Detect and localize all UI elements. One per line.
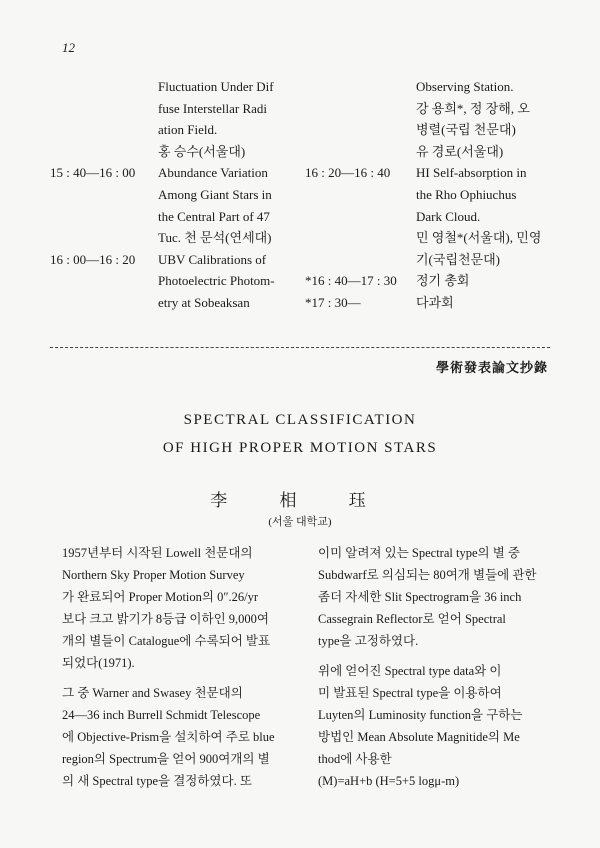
body-line: (M)=aH+b (H=5+5 logμ-m) xyxy=(318,774,460,788)
schedule-row xyxy=(305,184,565,206)
schedule-description: 강 용희*, 정 장해, 오 xyxy=(416,100,530,116)
paragraph-gap xyxy=(62,674,284,682)
body-line: 1957년부터 시작된 Lowell 천문대의 xyxy=(62,546,253,560)
schedule-description: HI Self-absorption in xyxy=(416,165,527,181)
body-line: Subdwarf로 의심되는 80여개 별들에 관한 xyxy=(318,568,537,582)
schedule-description: 민 영철*(서울대), 민영 xyxy=(416,230,542,246)
schedule-time: 16 : 20—16 : 40 xyxy=(305,165,391,181)
body-line: type을 고정하였다. xyxy=(318,634,419,648)
schedule-row xyxy=(305,206,565,228)
schedule-description: the Central Part of 47 xyxy=(158,208,270,224)
schedule-row xyxy=(50,162,300,184)
body-line: 의 새 Spectral type을 결정하였다. 또 xyxy=(62,774,252,788)
schedule-row xyxy=(305,227,565,249)
schedule-description: Abundance Variation xyxy=(158,165,268,181)
schedule-row xyxy=(305,119,565,141)
body-line: 위에 얻어진 Spectral type data와 이 xyxy=(318,664,502,678)
schedule-time: 16 : 00—16 : 20 xyxy=(50,251,136,267)
schedule-row xyxy=(50,76,300,98)
schedule-right-column xyxy=(305,76,565,314)
schedule-row xyxy=(50,292,300,314)
schedule-row xyxy=(50,98,300,120)
section-label: 學術發表論文抄錄 xyxy=(435,361,548,376)
body-line: 그 중 Warner and Swasey 천문대의 xyxy=(62,686,243,700)
schedule-description: 기(국립천문대) xyxy=(416,251,501,267)
body-line: 좀더 자세한 Slit Spectrogram을 36 inch xyxy=(318,590,522,604)
body-line: thod에 사용한 xyxy=(318,752,392,766)
schedule-description: Among Giant Stars in xyxy=(158,186,272,202)
schedule-row xyxy=(50,249,300,271)
schedule-row xyxy=(305,270,565,292)
schedule-row xyxy=(305,249,565,271)
schedule-row xyxy=(305,98,565,120)
schedule-left-column xyxy=(50,76,300,314)
abstract-left-column xyxy=(62,542,284,792)
schedule-time: *16 : 40—17 : 30 xyxy=(305,273,397,289)
schedule-description: fuse Interstellar Radi xyxy=(158,100,268,116)
schedule-row xyxy=(50,119,300,141)
schedule-description: ation Field. xyxy=(158,122,218,138)
article-title-line-2: OF HIGH PROPER MOTION STARS xyxy=(162,440,438,456)
schedule-row xyxy=(50,184,300,206)
schedule-description: Dark Cloud. xyxy=(416,208,481,224)
page-number: 12 xyxy=(62,40,75,55)
schedule-description: 다과회 xyxy=(416,294,454,310)
schedule-description: Tuc. 천 문석(연세대) xyxy=(158,230,272,246)
body-line: 보다 크고 밝기가 8등급 이하인 9,000여 xyxy=(62,612,269,626)
body-line: Northern Sky Proper Motion Survey xyxy=(62,568,245,582)
body-line: 개의 별들이 Catalogue에 수록되어 발표 xyxy=(62,634,271,648)
schedule-description: 홍 승수(서울대) xyxy=(158,143,246,159)
schedule-description: UBV Calibrations of xyxy=(158,251,267,267)
schedule-description: the Rho Ophiuchus xyxy=(416,186,517,202)
schedule-row xyxy=(305,141,565,163)
body-line: 가 완료되어 Proper Motion의 0″.26/yr xyxy=(62,590,259,604)
body-line: 24—36 inch Burrell Schmidt Telescope xyxy=(62,708,261,722)
body-line: Luyten의 Luminosity function을 구하는 xyxy=(318,708,523,722)
body-line: 미 발표된 Spectral type을 이용하여 xyxy=(318,686,502,700)
schedule-description: Observing Station. xyxy=(416,79,514,94)
schedule-time: 15 : 40—16 : 00 xyxy=(50,165,136,181)
schedule-row xyxy=(50,270,300,292)
abstract-right-column xyxy=(318,542,548,792)
body-line: 되었다(1971). xyxy=(62,656,135,670)
body-line: 이미 알려져 있는 Spectral type의 별 중 xyxy=(318,546,520,560)
body-line: 에 Objective-Prism을 설치하여 주로 blue xyxy=(62,730,275,744)
schedule-time: *17 : 30— xyxy=(305,294,361,310)
schedule-description: etry at Sobeaksan xyxy=(158,294,250,310)
schedule-description: 정기 총회 xyxy=(416,273,470,289)
schedule-row xyxy=(50,141,300,163)
schedule-description: 유 경로(서울대) xyxy=(416,143,504,159)
schedule-description: Fluctuation Under Dif xyxy=(158,79,274,94)
body-line: region의 Spectrum을 얻어 900여개의 별 xyxy=(62,752,270,766)
schedule-row xyxy=(305,76,565,98)
author-affiliation: (서울 대학교) xyxy=(268,516,332,528)
author-name: 李 相 珏 xyxy=(210,491,390,510)
schedule-description: 병렬(국립 천문대) xyxy=(416,122,516,138)
article-title-line-1: SPECTRAL CLASSIFICATION xyxy=(183,412,417,428)
schedule-row xyxy=(50,206,300,228)
paragraph-gap xyxy=(318,652,548,660)
body-line: 방법인 Mean Absolute Magnitide의 Me xyxy=(318,730,520,744)
body-line: Cassegrain Reflector로 얻어 Spectral xyxy=(318,612,506,626)
section-divider xyxy=(50,347,550,348)
schedule-row xyxy=(305,292,565,314)
schedule-row xyxy=(50,227,300,249)
schedule-row xyxy=(305,162,565,184)
schedule-description: Photoelectric Photom- xyxy=(158,273,275,289)
